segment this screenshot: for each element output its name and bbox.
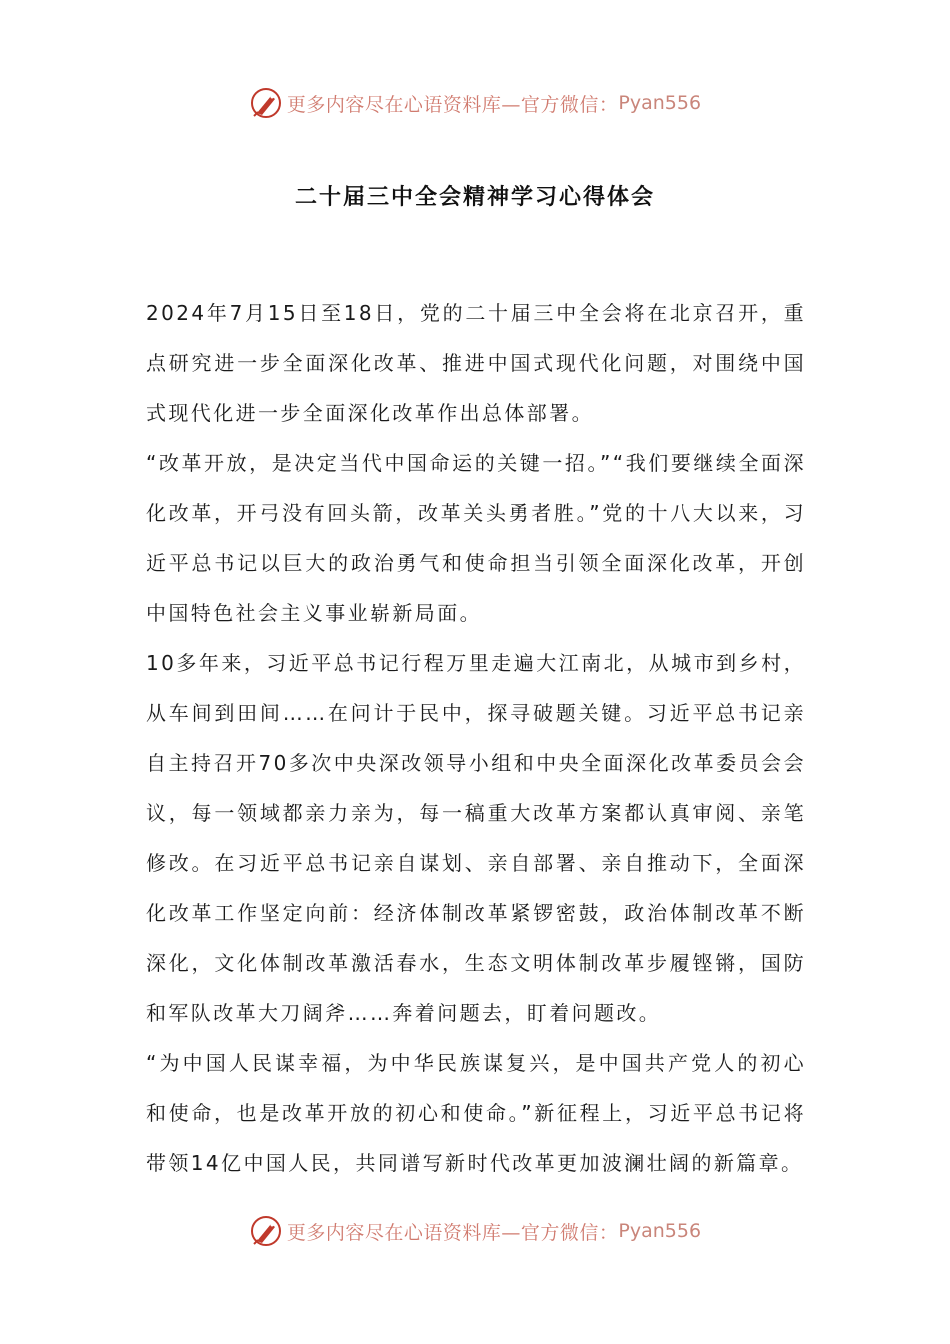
document-title: 二十届三中全会精神学习心得体会 [294, 185, 655, 210]
banner-text: 更多内容尽在心语资料库—官方微信： [286, 93, 619, 116]
paragraph: 10多年来，习近平总书记行程万里走遍大江南北，从城市到乡村，从车间到田间……在问计于民中，探寻破题关键。习近平总书记亲自主持召开70多次中央深改领导小组和中央全面深化改革委员会会议，每一领域都亲力亲为，每一稿重大改革方案都认真审阅、亲笔修改。在习近平总书记亲自谋划、亲自部署、亲自推动下，全面深化改革工作坚定向前：经济体制改革紧锣密鼓，政治体制改革不断深化，文化体制改革激活春水，生态文明体制改革步履铿锵，国防和军队改革大刀阔斧……奔着问题去，盯着问题改。 [146, 651, 806, 1025]
banner-wechat-id: Pyan556 [618, 92, 702, 114]
paragraph: “为中国人民谋幸福，为中华民族谋复兴，是中国共产党人的初心和使命，也是改革开放的初心和使命。”新征程上，习近平总书记将带领14亿中国人民，共同谱写新时代改革更加波澜壮阔的新篇章。 [146, 1051, 806, 1175]
pen-nib-logo-icon [249, 86, 283, 120]
document-body [146, 288, 806, 1188]
footer-watermark-banner [0, 1211, 950, 1251]
pen-nib-logo-icon [249, 1214, 283, 1248]
paragraph: 2024年7月15日至18日，党的二十届三中全会将在北京召开，重点研究进一步全面深化改革、推进中国式现代化问题，对围绕中国式现代化进一步全面深化改革作出总体部署。 [146, 301, 806, 425]
header-watermark-banner [0, 83, 950, 123]
banner-text: 更多内容尽在心语资料库—官方微信： [286, 1221, 619, 1244]
paragraph: “改革开放，是决定当代中国命运的关键一招。”“我们要继续全面深化改革，开弓没有回头箭，改革关头勇者胜。”党的十八大以来，习近平总书记以巨大的政治勇气和使命担当引领全面深化改革，开创中国特色社会主义事业崭新局面。 [146, 451, 806, 625]
banner-wechat-id: Pyan556 [618, 1220, 702, 1242]
